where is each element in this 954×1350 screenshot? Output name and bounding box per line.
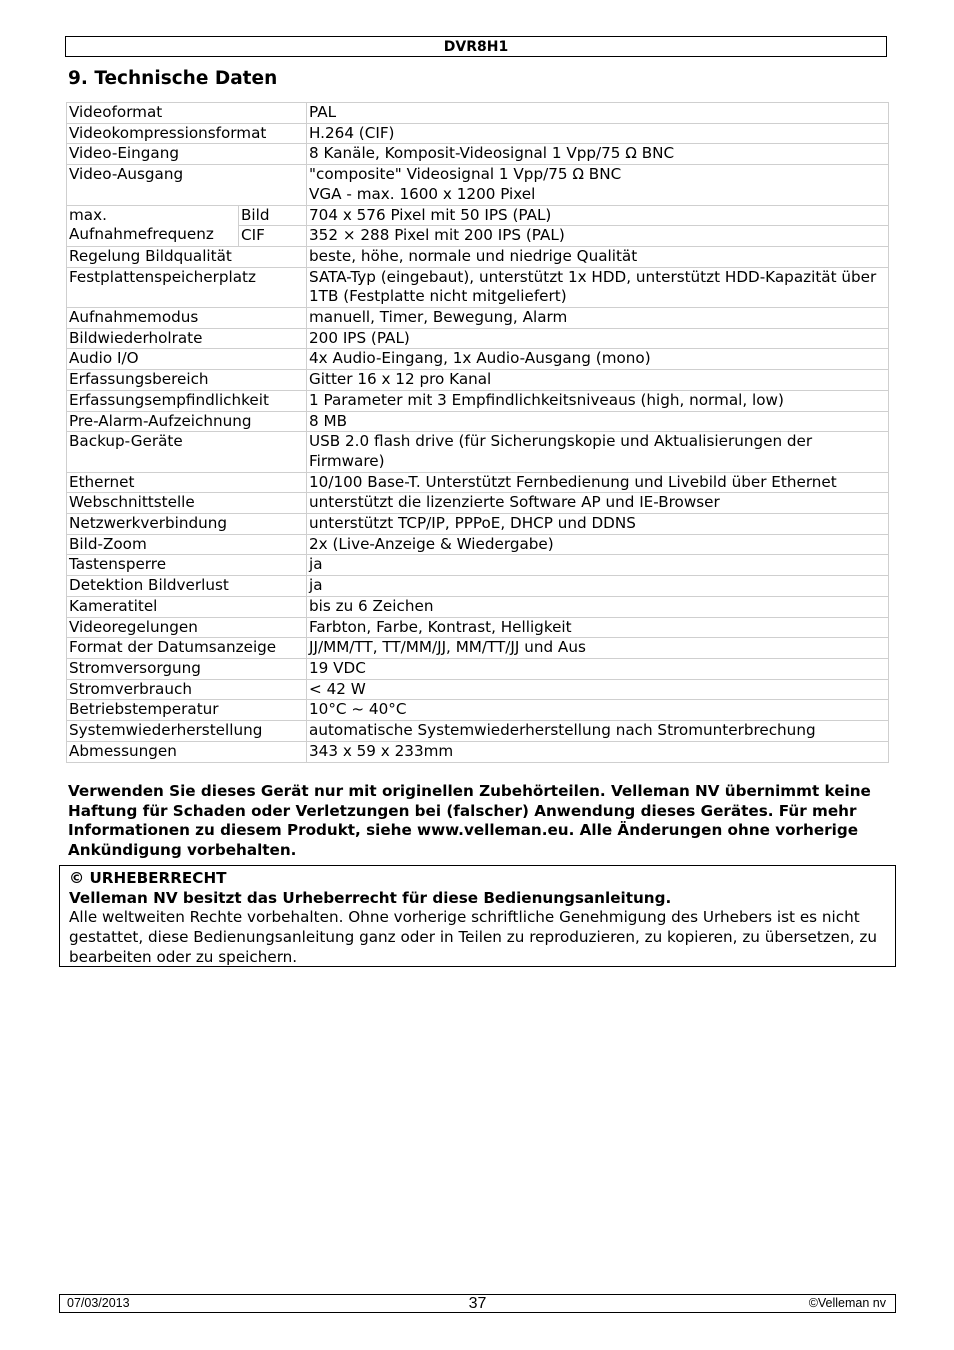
- table-row: [67, 493, 889, 514]
- spec-label: Videoformat: [67, 103, 307, 124]
- table-row: [67, 308, 889, 329]
- table-row: [67, 165, 889, 205]
- spec-sublabel: Bild: [239, 205, 307, 226]
- spec-value: JJ/MM/TT, TT/MM/JJ, MM/TT/JJ und Aus: [307, 638, 889, 659]
- spec-value: 10/100 Base-T. Unterstützt Fernbedienung und Livebild über Ethernet: [307, 472, 889, 493]
- spec-value: 1 Parameter mit 3 Empfindlichkeitsniveaus (high, normal, low): [307, 390, 889, 411]
- spec-value: beste, höhe, normale und niedrige Qualität: [307, 246, 889, 267]
- table-row: [67, 700, 889, 721]
- copyright-owner-line: Velleman NV besitzt das Urheberrecht für diese Bedienungsanleitung.: [69, 888, 672, 907]
- model-name: DVR8H1: [443, 39, 509, 55]
- spec-label: Betriebstemperatur: [67, 700, 307, 721]
- spec-label: Bild-Zoom: [67, 534, 307, 555]
- spec-label: Netzwerkverbindung: [67, 514, 307, 535]
- spec-label: Regelung Bildqualität: [67, 246, 307, 267]
- spec-label: Detektion Bildverlust: [67, 576, 307, 597]
- table-row: [67, 144, 889, 165]
- table-row: [67, 370, 889, 391]
- spec-value: SATA-Typ (eingebaut), unterstützt 1x HDD, unterstützt HDD-Kapazität über 1TB (Festplatte nicht mitgeliefert): [307, 267, 889, 307]
- page-footer: [59, 1294, 896, 1313]
- spec-label: Abmessungen: [67, 741, 307, 762]
- table-row: [67, 576, 889, 597]
- spec-value: USB 2.0 flash drive (für Sicherungskopie und Aktualisierungen der Firmware): [307, 432, 889, 472]
- spec-label: Tastensperre: [67, 555, 307, 576]
- table-row: [67, 390, 889, 411]
- spec-value: bis zu 6 Zeichen: [307, 596, 889, 617]
- spec-value: 4x Audio-Eingang, 1x Audio-Ausgang (mono): [307, 349, 889, 370]
- spec-value: 19 VDC: [307, 658, 889, 679]
- spec-value: automatische Systemwiederherstellung nach Stromunterbrechung: [307, 721, 889, 742]
- spec-label: Video-Eingang: [67, 144, 307, 165]
- spec-value: ja: [307, 576, 889, 597]
- spec-value: 200 IPS (PAL): [307, 328, 889, 349]
- table-row: [67, 555, 889, 576]
- spec-value: "composite" Videosignal 1 Vpp/75 Ω BNC VGA - max. 1600 x 1200 Pixel: [307, 165, 889, 205]
- spec-value: < 42 W: [307, 679, 889, 700]
- spec-label: Audio I/O: [67, 349, 307, 370]
- footer-copyright: ©Velleman nv: [808, 1296, 886, 1310]
- spec-value: H.264 (CIF): [307, 123, 889, 144]
- spec-label: Kameratitel: [67, 596, 307, 617]
- table-row: [67, 205, 889, 226]
- table-row: [67, 123, 889, 144]
- table-row: [67, 349, 889, 370]
- spec-value: PAL: [307, 103, 889, 124]
- table-row: [67, 514, 889, 535]
- table-row: [67, 267, 889, 307]
- spec-sublabel: CIF: [239, 226, 307, 247]
- spec-label: Videokompressionsformat: [67, 123, 307, 144]
- spec-value: 8 Kanäle, Komposit-Videosignal 1 Vpp/75 Ω BNC: [307, 144, 889, 165]
- spec-label: Video-Ausgang: [67, 165, 307, 205]
- spec-label: Webschnittstelle: [67, 493, 307, 514]
- spec-value: 8 MB: [307, 411, 889, 432]
- spec-label: Stromversorgung: [67, 658, 307, 679]
- spec-label: max. Aufnahmefrequenz: [67, 205, 239, 246]
- specs-table: [66, 102, 889, 763]
- spec-value: 343 x 59 x 233mm: [307, 741, 889, 762]
- spec-value: unterstützt die lizenzierte Software AP und IE-Browser: [307, 493, 889, 514]
- spec-value: 10°C ~ 40°C: [307, 700, 889, 721]
- table-row: [67, 328, 889, 349]
- spec-value: manuell, Timer, Bewegung, Alarm: [307, 308, 889, 329]
- document-header: [65, 36, 887, 57]
- table-row: [67, 432, 889, 472]
- specs-table-body: [67, 103, 889, 763]
- table-row: [67, 638, 889, 659]
- spec-value: unterstützt TCP/IP, PPPoE, DHCP und DDNS: [307, 514, 889, 535]
- table-row: [67, 411, 889, 432]
- table-row: [67, 721, 889, 742]
- section-title: 9. Technische Daten: [68, 68, 278, 89]
- copyright-text: Alle weltweiten Rechte vorbehalten. Ohne vorherige schriftliche Genehmigung des Urhebers ist es nicht gestattet, diese Bedienungsanleitung ganz oder in Teilen zu reproduzieren, zu kopieren, zu übersetzen, zu bearbeiten oder zu speichern.: [69, 908, 878, 966]
- copyright-box: [59, 865, 896, 967]
- table-row: [67, 658, 889, 679]
- spec-value: Farbton, Farbe, Kontrast, Helligkeit: [307, 617, 889, 638]
- spec-label: Stromverbrauch: [67, 679, 307, 700]
- spec-value: 2x (Live-Anzeige & Wiedergabe): [307, 534, 889, 555]
- spec-value: 704 x 576 Pixel mit 50 IPS (PAL): [307, 205, 889, 226]
- table-row: [67, 534, 889, 555]
- spec-label: Format der Datumsanzeige: [67, 638, 307, 659]
- footer-date: 07/03/2013: [67, 1296, 130, 1310]
- table-row: [67, 741, 889, 762]
- page-number: 37: [468, 1295, 487, 1312]
- spec-label: Erfassungsbereich: [67, 370, 307, 391]
- spec-label: Backup-Geräte: [67, 432, 307, 472]
- copyright-heading: © URHEBERRECHT: [69, 869, 227, 887]
- table-row: [67, 679, 889, 700]
- spec-value: ja: [307, 555, 889, 576]
- spec-value: Gitter 16 x 12 pro Kanal: [307, 370, 889, 391]
- spec-label: Festplattenspeicherplatz: [67, 267, 307, 307]
- spec-label: Bildwiederholrate: [67, 328, 307, 349]
- spec-label: Aufnahmemodus: [67, 308, 307, 329]
- usage-notice: Verwenden Sie dieses Gerät nur mit originellen Zubehörteilen. Velleman NV übernimmt keine Haftung für Schaden oder Verletzungen bei (falscher) Anwendung dieses Gerätes. Für mehr Informationen zu diesem Produkt, siehe www.velleman.eu. Alle Änderungen ohne vorherige Ankündigung vorbehalten.: [68, 782, 871, 860]
- spec-label: Videoregelungen: [67, 617, 307, 638]
- table-row: [67, 246, 889, 267]
- spec-label: Systemwiederherstellung: [67, 721, 307, 742]
- spec-label: Ethernet: [67, 472, 307, 493]
- spec-value: 352 × 288 Pixel mit 200 IPS (PAL): [307, 226, 889, 247]
- table-row: [67, 617, 889, 638]
- table-row: [67, 472, 889, 493]
- spec-label: Pre-Alarm-Aufzeichnung: [67, 411, 307, 432]
- table-row: [67, 596, 889, 617]
- spec-label: Erfassungsempfindlichkeit: [67, 390, 307, 411]
- table-row: [67, 103, 889, 124]
